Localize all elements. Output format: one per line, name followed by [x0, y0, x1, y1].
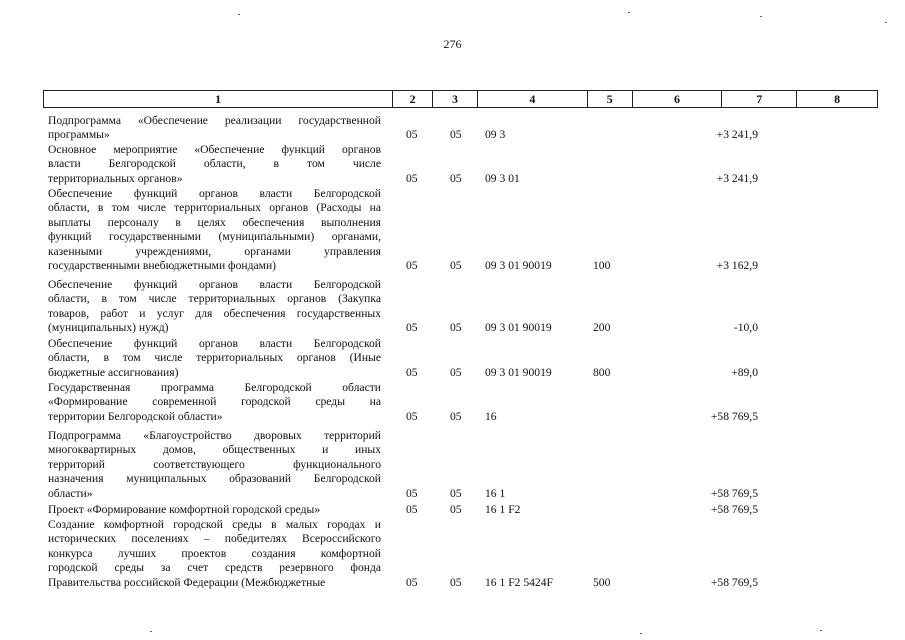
- description-line: товаров, работ и услуг для обеспечения государственных: [48, 306, 381, 320]
- cell-c3: 05: [450, 486, 462, 500]
- description-line: области, в том числе территориальных органов (Расходы на: [48, 201, 381, 215]
- cell-c4: 16 1 F2: [485, 503, 521, 516]
- description-line: территориальных органов»: [48, 171, 183, 185]
- cell-c2: 05: [406, 171, 418, 185]
- cell-c5: 800: [593, 365, 611, 379]
- description-line: Обеспечение функций органов власти Белгородской: [48, 337, 381, 350]
- description-line: «Формирование современной городской среды на: [48, 395, 381, 409]
- cell-c3: 05: [450, 321, 462, 335]
- description-line: Основное мероприятие «Обеспечение функций органов: [48, 143, 381, 156]
- description-line: власти Белгородской области, в том числе: [48, 157, 381, 171]
- description-line: Подпрограмма «Обеспечение реализации государственной: [48, 114, 381, 127]
- description-line: казенными учреждениями, органами управления: [48, 244, 381, 258]
- description-line: Проект «Формирование комфортной городской среды»: [48, 503, 321, 516]
- cell-c3: 05: [450, 259, 462, 272]
- cell-c3: 05: [450, 409, 462, 423]
- cell-c3: 05: [450, 575, 462, 589]
- cell-c2: 05: [406, 486, 418, 500]
- description-line: Создание комфортной городской среды в малых городах и: [48, 518, 381, 531]
- table-header: [43, 90, 878, 108]
- description-line: городской среды за счет средств резервного фонда: [48, 561, 381, 575]
- cell-c3: 05: [450, 503, 462, 516]
- header-col-1: 1: [44, 91, 393, 107]
- header-col-5: 5: [588, 91, 633, 107]
- row-description: [48, 143, 381, 186]
- description-line: государственными внебюджетными фондами): [48, 259, 277, 273]
- cell-c2: 05: [406, 503, 418, 516]
- cell-c5: 200: [593, 321, 611, 335]
- cell-c5: 500: [593, 575, 611, 589]
- row-description: [48, 381, 381, 424]
- description-line: назначения муниципальных образований Белгородской: [48, 472, 381, 486]
- cell-c6: +58 769,5: [710, 503, 758, 516]
- cell-c6: +58 769,5: [710, 575, 758, 589]
- scan-speck: [760, 16, 762, 17]
- cell-c6: +3 241,9: [716, 128, 758, 142]
- row-description: [48, 278, 381, 336]
- cell-c6: +3 162,9: [716, 259, 758, 272]
- description-line: области, в том числе территориальных органов (Иные: [48, 351, 381, 365]
- cell-c4: 09 3 01 90019: [485, 321, 552, 335]
- cell-c5: 100: [593, 259, 611, 272]
- cell-c6: +58 769,5: [710, 486, 758, 500]
- description-line: Подпрограмма «Благоустройство дворовых территорий: [48, 429, 381, 442]
- cell-c6: -10,0: [733, 321, 758, 335]
- header-col-3: 3: [433, 91, 478, 107]
- cell-c2: 05: [406, 128, 418, 142]
- header-col-6: 6: [633, 91, 723, 107]
- cell-c4: 16 1: [485, 486, 506, 500]
- scan-speck: [885, 22, 887, 23]
- page-number: 276: [443, 37, 462, 51]
- description-line: программы»: [48, 128, 110, 142]
- scan-speck: [820, 630, 822, 631]
- row-description: [48, 429, 381, 501]
- description-line: многоквартирных домов, общественных и иных: [48, 443, 381, 457]
- description-line: территории Белгородской области»: [48, 409, 223, 423]
- header-col-7: 7: [722, 91, 797, 107]
- cell-c6: +3 241,9: [716, 171, 758, 185]
- cell-c3: 05: [450, 171, 462, 185]
- scan-speck: [150, 631, 152, 632]
- header-col-4: 4: [478, 91, 588, 107]
- cell-c4: 09 3 01 90019: [485, 365, 552, 379]
- description-line: Обеспечение функций органов власти Белгородской: [48, 187, 381, 200]
- description-line: выплаты персоналу в целях обеспечения выполнения: [48, 215, 381, 229]
- row-description: [48, 187, 381, 273]
- header-col-2: 2: [393, 91, 433, 107]
- cell-c2: 05: [406, 575, 418, 589]
- cell-c4: 16: [485, 409, 497, 423]
- row-description: [48, 518, 381, 590]
- description-line: конкурса лучших проектов создания комфортной: [48, 546, 381, 560]
- description-line: функций государственными (муниципальными) органами,: [48, 230, 381, 244]
- cell-c3: 05: [450, 128, 462, 142]
- description-line: области, в том числе территориальных органов (Закупка: [48, 292, 381, 306]
- cell-c4: 09 3 01: [485, 171, 520, 185]
- description-line: территорий соответствующего функционального: [48, 457, 381, 471]
- cell-c6: +89,0: [731, 365, 758, 379]
- cell-c2: 05: [406, 365, 418, 379]
- cell-c3: 05: [450, 365, 462, 379]
- description-line: исторических поселениях – победителях Всероссийского: [48, 532, 381, 546]
- scan-speck: [640, 633, 642, 634]
- header-col-8: 8: [834, 92, 841, 106]
- cell-c2: 05: [406, 259, 418, 272]
- cell-c6: +58 769,5: [710, 409, 758, 423]
- description-line: (муниципальных) нужд): [48, 321, 169, 335]
- row-description: [48, 337, 381, 380]
- description-line: бюджетные ассигнования): [48, 365, 179, 379]
- cell-c2: 05: [406, 409, 418, 423]
- description-line: Государственная программа Белгородской области: [48, 381, 381, 394]
- description-line: Правительства российской Федерации (Межбюджетные: [48, 575, 326, 589]
- description-line: области»: [48, 486, 93, 500]
- scan-speck: [628, 12, 630, 13]
- row-description: [48, 503, 381, 517]
- row-description: [48, 114, 381, 143]
- cell-c4: 09 3 01 90019: [485, 259, 552, 272]
- cell-c2: 05: [406, 321, 418, 335]
- scan-speck: [238, 14, 240, 15]
- description-line: Обеспечение функций органов власти Белгородской: [48, 278, 381, 291]
- cell-c4: 16 1 F2 5424F: [485, 575, 553, 589]
- cell-c4: 09 3: [485, 128, 506, 142]
